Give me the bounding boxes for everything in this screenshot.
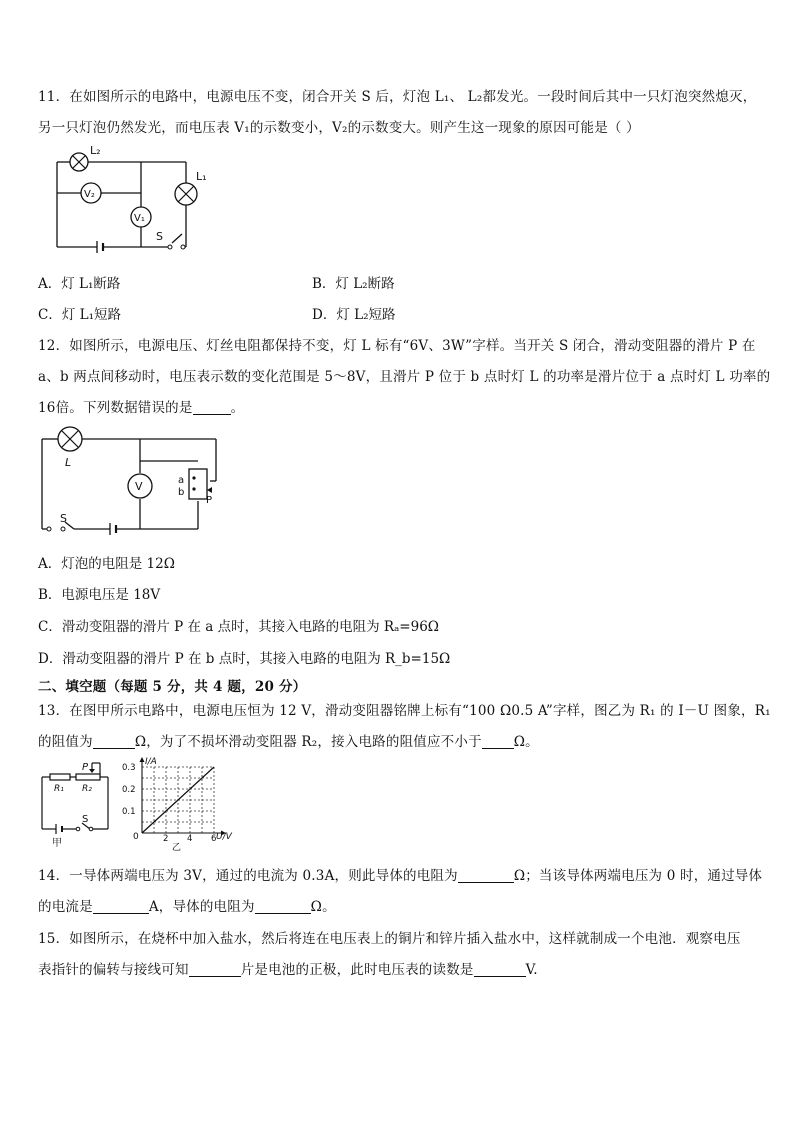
q11-label-l2: L₂ [90,144,101,157]
q15-line-2 [38,958,538,978]
chart-x-tick-label: 6 [211,834,217,844]
q13-label-r1: R₁ [54,784,64,794]
q13-chart-x-label: U/V [216,832,232,842]
q14-line-2-b: A，导体的电阻为 [148,899,255,915]
q12-battery [110,523,116,535]
q13-caption-yi: 乙 [172,843,182,853]
chart-x-tick-label: 2 [163,834,169,844]
q15-blank-voltage[interactable] [474,962,526,977]
section-2-heading: 二、填空题（每题 5 分，共 4 题，20 分） [38,679,307,695]
q11-label-v2: V₂ [84,189,95,200]
q13-label-p: P [82,762,89,773]
chart-y-tick-label: 0.2 [122,785,136,795]
q14-line-1 [38,864,762,884]
q12-line-3-end: 。 [230,400,245,416]
q11-circuit-figure [50,140,220,255]
q13-label-s: S [82,814,89,825]
q13-figure-yi-chart [118,756,238,854]
q13-resistor-r1 [50,774,70,780]
q12-voltmeter [128,474,152,498]
q13-line-2 [38,730,539,750]
q12-answer-blank[interactable] [193,400,231,415]
q13-line-2-b: Ω，为了不损坏滑动变阻器 R₂，接入电路的阻值应不小于 [134,734,482,750]
chart-y-arrow [140,757,145,762]
q14-line-1-b: Ω；当该导体两端电压为 0 时，通过导体 [513,868,763,884]
q14-blank-resistance-zero[interactable] [255,899,311,914]
q12-option-c: C．滑动变阻器的滑片 P 在 a 点时，其接入电路的电阻为 Rₐ=96Ω [38,619,439,635]
q14-blank-resistance[interactable] [458,868,514,883]
q11-battery [97,241,103,253]
q14-line-2 [38,895,336,915]
q11-option-d: D．灯 L₂短路 [312,307,396,323]
q13-line-2-c: Ω。 [513,734,539,750]
q12-option-d: D．滑动变阻器的滑片 P 在 b 点时，其接入电路的电阻为 R_b=15Ω [38,651,451,667]
q12-option-b: B．电源电压是 18V [38,587,161,603]
q11-label-l1: L₁ [196,170,207,183]
q12-switch-contact-left [47,527,51,531]
q12-line-1: 12．如图所示，电源电压、灯丝电阻都保持不变，灯 L 标有“6V、3W”字样。当开关 S 闭合，滑动变阻器的滑片 P 在 [38,338,756,354]
q12-label-b: b [178,487,185,498]
chart-y-tick-label: 0.1 [122,807,136,817]
q13-caption-jia: 甲 [52,838,62,848]
q11-option-b: B．灯 L₂断路 [312,276,395,292]
q11-lamp-l1 [175,183,197,205]
chart-y-tick-label: 0.3 [122,763,136,773]
q11-lamp-l2 [70,153,88,171]
q13-blank-r1[interactable] [93,734,135,749]
q12-switch-contact-right [61,527,65,531]
q14-line-1-a: 14．一导体两端电压为 3V，通过的电流为 0.3A，则此导体的电阻为 [38,868,458,884]
q13-switch-contact-left [76,827,80,831]
q11-line-2: 另一只灯泡仍然发光，而电压表 V₁的示数变小，V₂的示数变大。则产生这一现象的原因可能是（ ） [38,120,640,136]
q12-label-a: a [178,475,185,486]
q14-blank-current[interactable] [93,899,149,914]
q15-line-2-a: 表指针的偏转与接线可知 [38,962,189,978]
q13-label-r2: R₂ [82,784,92,794]
q11-switch-contact-left [168,245,172,249]
q11-option-c: C．灯 L₁短路 [38,307,121,323]
q11-voltmeter-v1 [131,207,151,227]
q15-blank-positive-plate[interactable] [189,962,241,977]
q13-line-2-a: 的阻值为 [38,734,93,750]
q12-label-s: S [60,512,67,525]
q12-lamp-l [58,427,82,451]
q12-line-3 [38,396,244,416]
q12-label-p: P [206,495,213,506]
q11-line-1: 11．在如图所示的电路中，电源电压不变，闭合开关 S 后，灯泡 L₁、 L₂都发光。一段时间后其中一只灯泡突然熄灭， [38,89,757,105]
q13-battery [56,824,62,834]
q13-blank-r2-min[interactable] [482,734,514,749]
q12-label-v: V [135,480,143,493]
q13-switch-contact-right [89,827,93,831]
q15-line-2-c: V. [525,962,538,978]
q15-line-1: 15．如图所示，在烧杯中加入盐水，然后将连在电压表上的铜片和锌片插入盐水中，这样就制成一个电池．观察电压 [38,931,741,947]
q11-switch-contact-right [181,245,185,249]
q11-label-s: S [156,230,163,243]
q12-line-2: a、b 两点间移动时，电压表示数的变化范围是 5～8V，且滑片 P 位于 b 点时灯 L 的功率是滑片位于 a 点时灯 L 功率的 [38,369,771,385]
chart-x-tick-label: 4 [187,834,193,844]
q12-label-l: L [65,456,72,469]
q12-option-a: A．灯泡的电阻是 12Ω [38,556,175,572]
q13-line-1: 13．在图甲所示电路中，电源电压恒为 12 V，滑动变阻器铭牌上标有“100 Ω0.5 A”字样，图乙为 R₁ 的 I－U 图象，R₁ [38,703,771,719]
q13-chart-origin: 0 [133,832,139,842]
q11-label-v1: V₁ [134,213,145,224]
q13-figure-jia [38,760,118,848]
q11-option-a: A．灯 L₁断路 [38,276,121,292]
q14-line-2-c: Ω。 [310,899,336,915]
q14-line-2-a: 的电流是 [38,899,93,915]
q12-circuit-figure [38,425,228,535]
q15-line-2-b: 片是电池的正极，此时电压表的读数是 [240,962,474,978]
q11-voltmeter-v2 [81,183,101,203]
q12-line-3-text: 16倍。下列数据错误的是 [38,400,193,416]
q13-chart-y-label: I/A [145,757,157,767]
